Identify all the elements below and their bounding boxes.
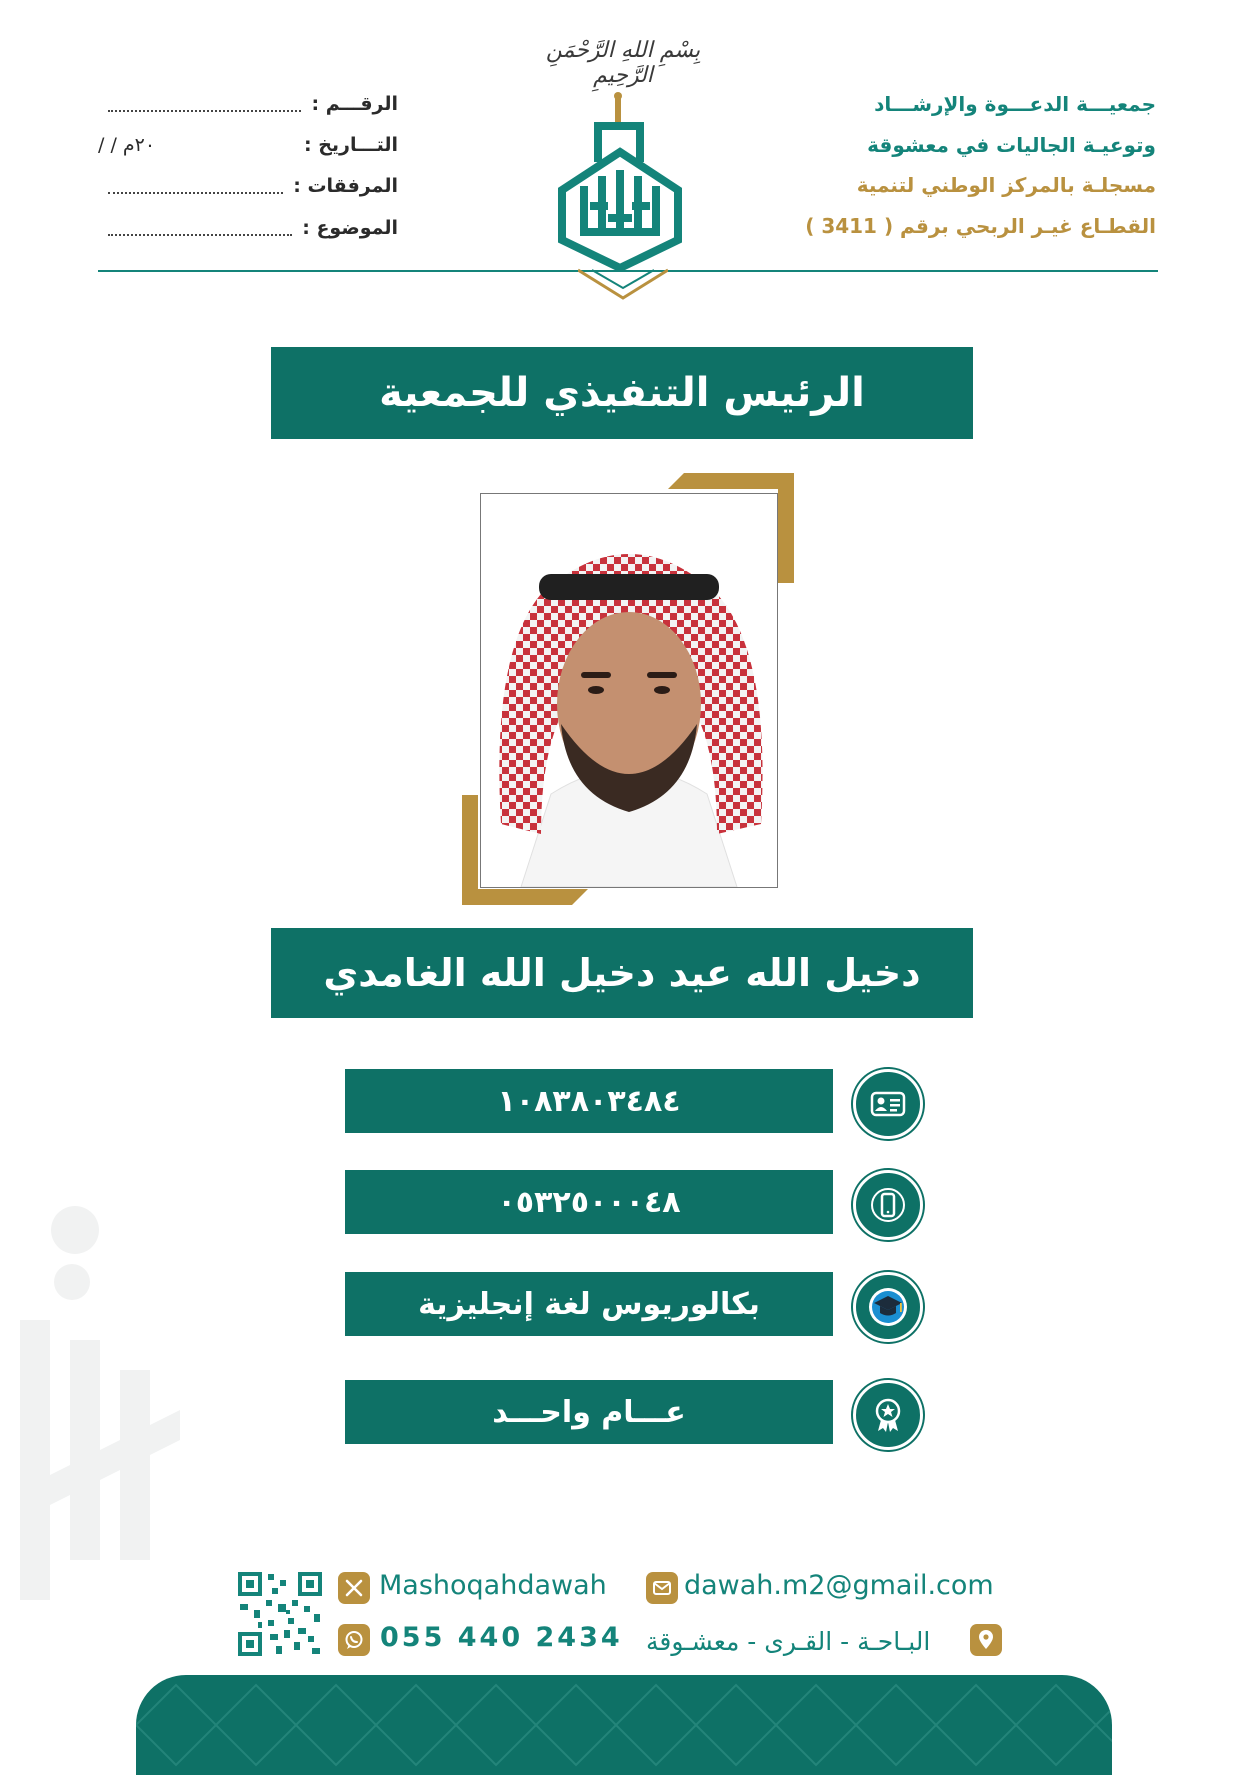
x-twitter-icon[interactable] xyxy=(338,1572,370,1604)
date-label: التـــاريخ : xyxy=(304,134,398,156)
org-registration-line-1: مسجلـة بالمركز الوطني لتنمية xyxy=(856,173,1156,197)
attachments-label: المرفقات : xyxy=(293,175,398,197)
executive-portrait-photo xyxy=(480,493,778,888)
reference-number-field xyxy=(98,90,398,118)
association-logo xyxy=(550,90,690,270)
executive-name-banner: دخيل الله عيد دخيل الله الغامدي xyxy=(271,928,973,1018)
reference-number-dotted-line xyxy=(108,96,301,112)
phone-number-bar: ٠٥٣٢٥٠٠٠٤٨ xyxy=(345,1170,833,1234)
footer-pattern-band xyxy=(136,1675,1112,1775)
experience-bar: عـــام واحـــد xyxy=(345,1380,833,1444)
subject-field xyxy=(98,214,398,242)
date-field xyxy=(98,131,398,159)
date-value: / / ٢٠م xyxy=(98,134,156,156)
email-icon[interactable] xyxy=(646,1572,678,1604)
divider-chevron xyxy=(578,268,668,302)
org-name-line-2: وتوعيـة الجاليات في معشوقة xyxy=(867,133,1156,157)
org-name-line-1: جمعيـــة الدعـــوة والإرشـــاد xyxy=(874,92,1156,116)
location-pin-icon xyxy=(970,1624,1002,1656)
graduation-cap-icon xyxy=(853,1272,923,1342)
subject-dotted-line xyxy=(108,220,292,236)
watermark-decoration xyxy=(0,1190,210,1610)
degree-bar: بكالوريوس لغة إنجليزية xyxy=(345,1272,833,1336)
id-number-bar: ١٠٨٣٨٠٣٤٨٤ xyxy=(345,1069,833,1133)
mobile-phone-icon xyxy=(853,1170,923,1240)
twitter-handle[interactable]: Mashoqahdawah xyxy=(379,1570,607,1601)
id-card-icon xyxy=(853,1069,923,1139)
position-title-banner: الرئيس التنفيذي للجمعية xyxy=(271,347,973,439)
basmala: بِسْمِ اللهِ الرَّحْمَنِ الرَّحِيمِ xyxy=(545,38,701,88)
attachments-field xyxy=(98,172,398,200)
qr-code[interactable] xyxy=(236,1570,324,1658)
email-address[interactable]: dawah.m2@gmail.com xyxy=(684,1570,994,1601)
whatsapp-number[interactable]: 055 440 2434 xyxy=(380,1622,623,1653)
address-text: البـاحـة - القـرى - معشـوقة xyxy=(646,1627,931,1656)
award-badge-icon xyxy=(853,1380,923,1450)
attachments-dotted-line xyxy=(108,178,283,194)
whatsapp-icon[interactable] xyxy=(338,1624,370,1656)
org-registration-line-2: القطـاع غيـر الربحي برقم ( 3411 ) xyxy=(805,214,1156,238)
reference-number-label: الرقـــم : xyxy=(311,93,398,115)
subject-label: الموضوع : xyxy=(302,217,398,239)
